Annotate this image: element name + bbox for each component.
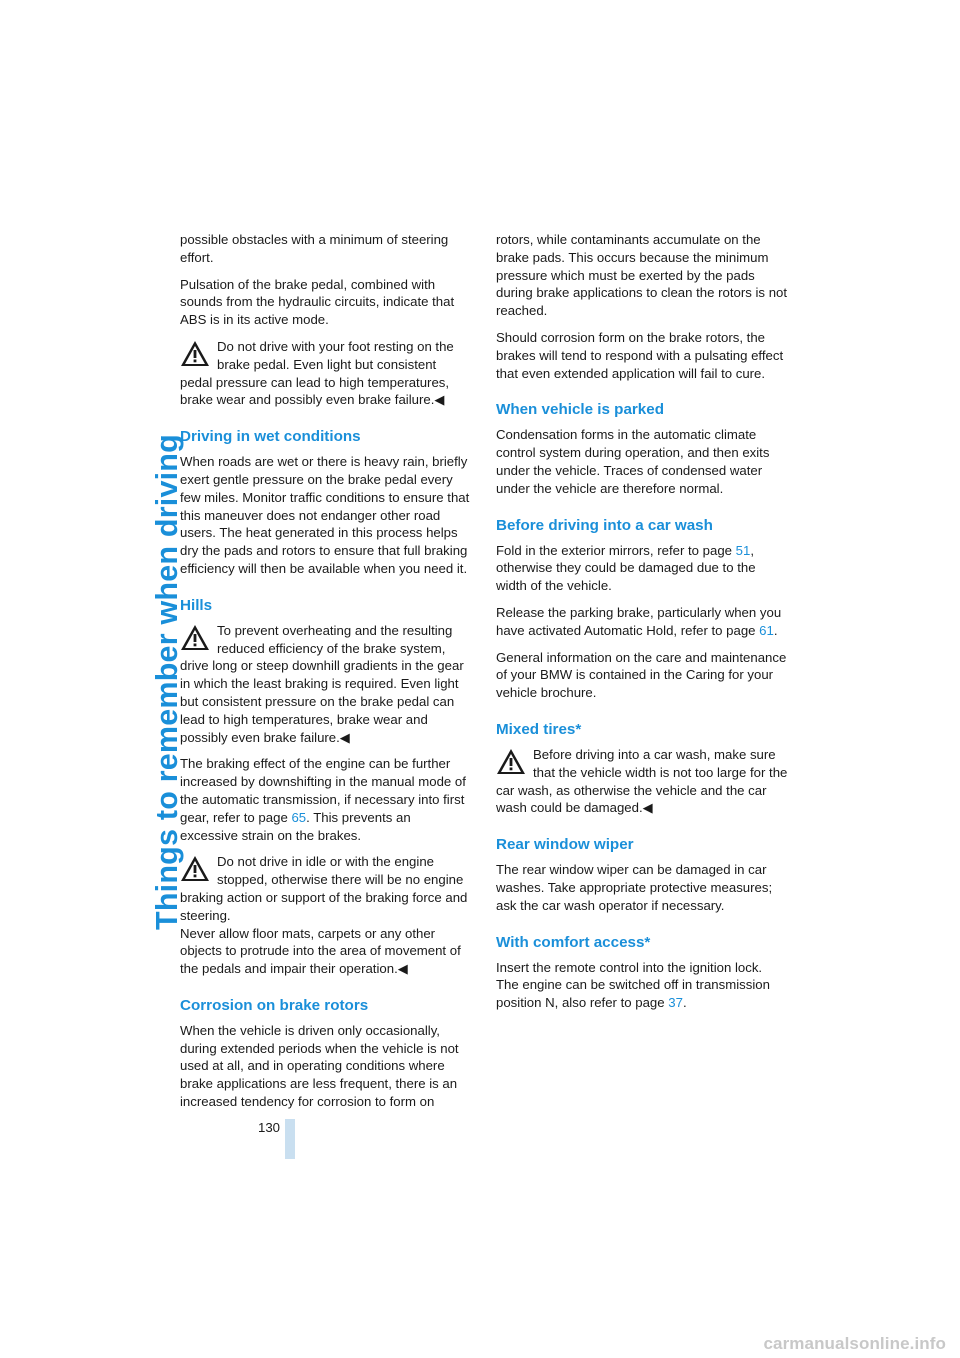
section-heading-carwash: Before driving into a car wash [496, 516, 713, 534]
warning-text: Do not drive with your foot resting on the brake pedal. Even light but consistent pedal pressure can lead to high temperatures, brake wear and possibly even brake failure.◀ [180, 338, 454, 408]
warning-text: Do not drive in idle or with the engine stopped, otherwise there will be no engine braking action or support of the braking force and steering. [180, 854, 468, 923]
paragraph: rotors, while contaminants accumulate on the brake pads. This occurs because the minimum pressure which must be exerted by the pads during brake applications to clean the rotors is not reached. [496, 232, 788, 319]
warning-triangle-icon [180, 338, 214, 371]
text-run: . This prevents an excessive strain on the brakes. [180, 809, 411, 843]
warning-note [180, 853, 472, 978]
paragraph [496, 542, 788, 595]
section-heading-hills: Hills [180, 596, 213, 614]
paragraph [496, 959, 788, 1012]
paragraph [180, 755, 472, 844]
paragraph: The rear window wiper can be damaged in car washes. Take appropriate protective measures; ask the car wash operator if necessary. [496, 862, 773, 913]
section-heading-tires: Mixed tires* [496, 720, 582, 738]
page-link[interactable]: 61 [759, 622, 774, 638]
section-heading-corrosion: Corrosion on brake rotors [180, 996, 369, 1014]
page-number: 130 [257, 1120, 280, 1135]
right-column [496, 231, 788, 1021]
warning-triangle-icon [180, 853, 214, 886]
warning-note [180, 622, 472, 747]
paragraph: Condensation forms in the automatic climate control system during operation, and then exits under the vehicle. Traces of condensed water under the vehicle are therefore normal. [496, 427, 770, 496]
footer-watermark: carmanualsonline.info [763, 1334, 946, 1353]
warning-note [180, 338, 472, 409]
paragraph: Should corrosion form on the brake rotors, the brakes will tend to respond with a pulsating effect that even extended application will fail to cure. [496, 329, 784, 381]
side-title-text: Things to remember when driving [150, 434, 184, 930]
paragraph [496, 604, 788, 640]
page-link[interactable]: 37 [668, 995, 683, 1011]
section-heading-wiper: Rear window wiper [496, 836, 634, 854]
paragraph: possible obstacles with a minimum of steering effort. [180, 232, 449, 265]
section-heading-wet: Driving in wet conditions [180, 428, 361, 446]
text-run: , otherwise they could be damaged due to the width of the vehicle. [496, 542, 756, 594]
text-run: Insert the remote control into the ignition lock. The engine can be switched off in transmission position N, also refer to page [496, 959, 770, 1011]
text-run: The braking effect of the engine can be further increased by downshifting in the manual mode of the automatic transmission, if necessary into first gear, refer to page [180, 756, 466, 825]
warning-text: Before driving into a car wash, make sure that the vehicle width is not too large for the car wash, as otherwise the vehicle and the car wash could be damaged.◀ [496, 746, 788, 816]
section-heading-comfort: With comfort access* [496, 933, 651, 951]
paragraph: General information on the care and maintenance of your BMW is contained in the Caring for your vehicle brochure. [496, 649, 787, 701]
page-link[interactable]: 65 [291, 809, 307, 825]
paragraph: Pulsation of the brake pedal, combined with sounds from the hydraulic circuits, indicate that ABS is in its active mode. [180, 276, 455, 328]
page-number-bar [285, 1119, 295, 1159]
paragraph: When roads are wet or there is heavy rain, briefly exert gentle pressure on the brake pedal every few miles. Monitor traffic conditions to ensure that this maneuver does not endanger other road users. The heat generated in this process helps dry the pads and rotors to ensure that full braking efficiency will then be available when you need it. [180, 454, 470, 576]
text-run: Fold in the exterior mirrors, refer to page [496, 542, 736, 558]
warning-triangle-icon [496, 746, 530, 779]
left-column [180, 231, 472, 1120]
section-heading-parked: When vehicle is parked [496, 401, 664, 419]
text-run: . [773, 622, 778, 638]
text-run: Release the parking brake, particularly when you have activated Automatic Hold, refer to page [496, 604, 782, 638]
page-link[interactable]: 51 [735, 542, 751, 558]
warning-note [496, 746, 788, 817]
warning-text: Never allow floor mats, carpets or any other objects to protrude into the area of movement of the pedals and impair their operation.◀ [180, 925, 461, 977]
paragraph: When the vehicle is driven only occasionally, during extended periods when the vehicle is not used at all, and in operating conditions where brake applications are less frequent, there is an increased tendency for corrosion to form on [180, 1022, 459, 1110]
warning-text: To prevent overheating and the resulting reduced efficiency of the brake system, drive long or steep downhill gradients in the gear in which the least braking is required. Even light but consistent pressure on the brake pedal can lead to high temperatures, brake wear and possibly even brake failure.◀ [180, 622, 464, 745]
text-run: . [682, 995, 687, 1011]
warning-triangle-icon [180, 622, 214, 655]
